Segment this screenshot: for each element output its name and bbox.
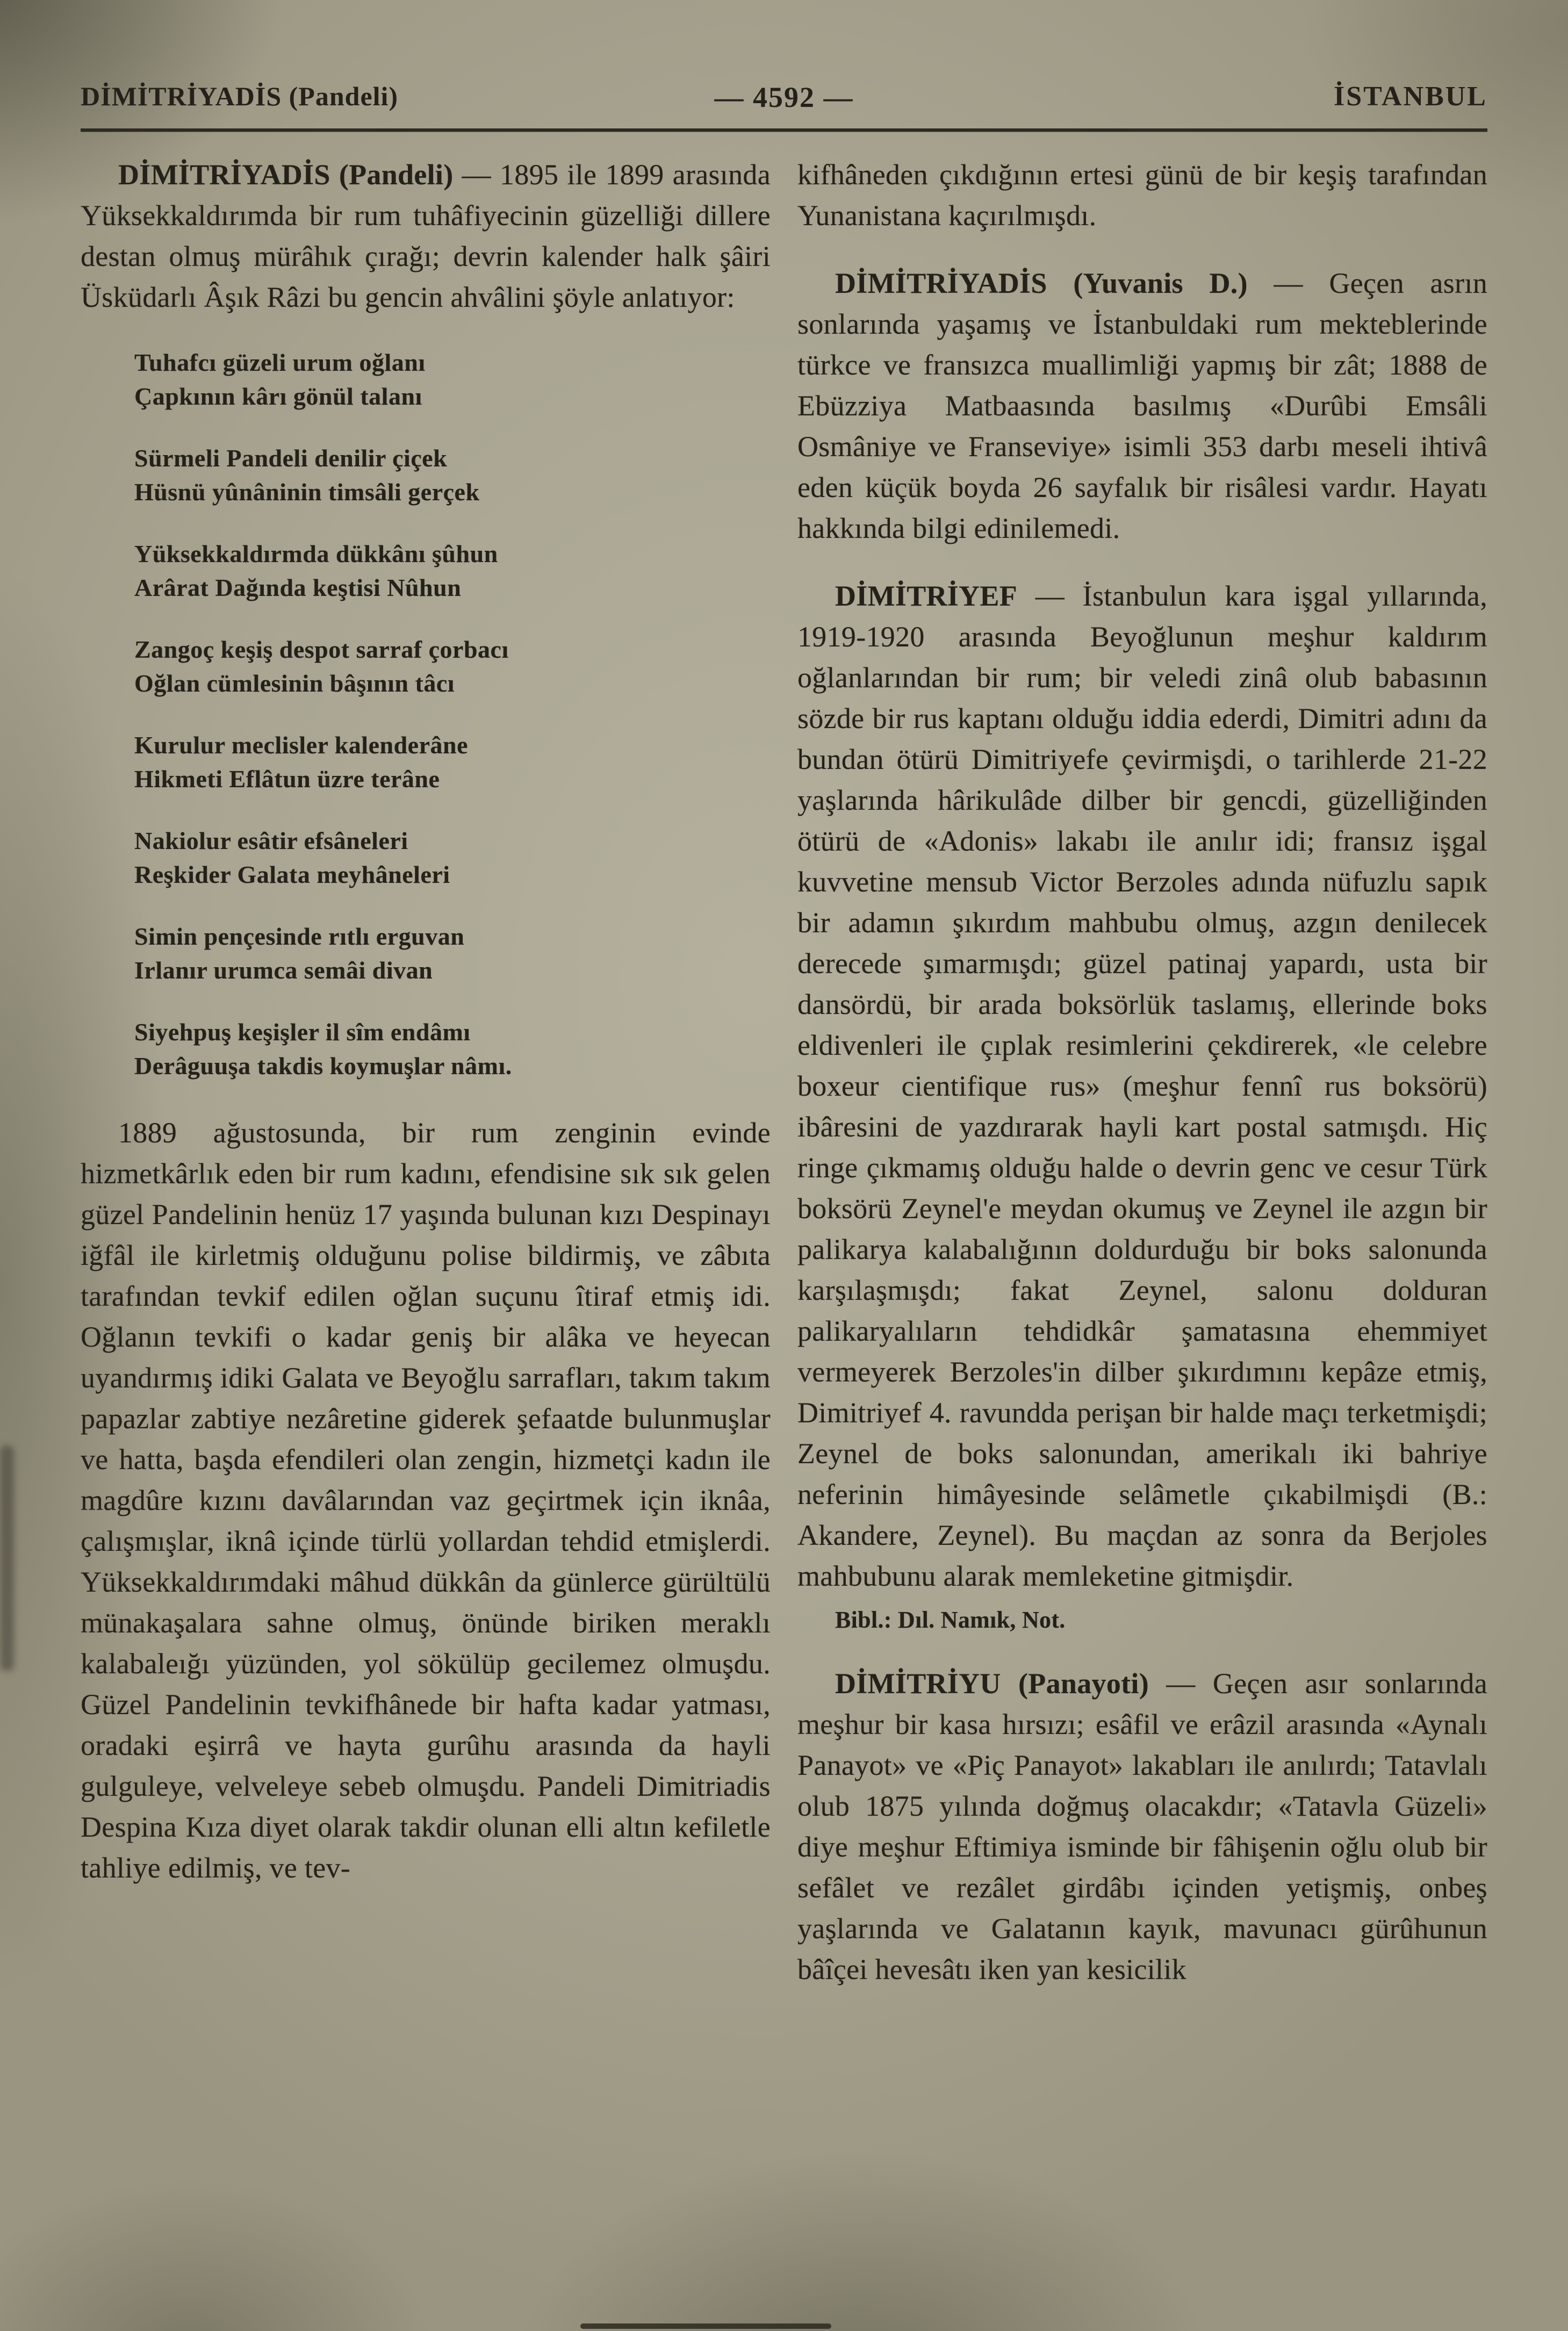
poem-couplet xyxy=(134,441,771,509)
entry-title: DİMİTRİYADİS (Yuvanis D.) xyxy=(835,267,1248,299)
entry-title: DİMİTRİYU (Panayoti) xyxy=(835,1667,1149,1700)
article-dimitriyadis-yuvanis xyxy=(797,263,1487,549)
scan-smudge xyxy=(0,1445,14,1671)
poem-line: Kurulur meclisler kalenderâne xyxy=(134,731,468,759)
page-number: — 4592 — xyxy=(714,81,854,113)
poem-couplet xyxy=(134,346,771,413)
poem-line: Hikmeti Eflâtun üzre terâne xyxy=(134,765,440,793)
poem-couplet xyxy=(134,537,771,605)
poem-line: Sürmeli Pandeli denilir çiçek xyxy=(134,444,448,472)
poem-line: Tuhafcı güzeli urum oğlanı xyxy=(134,349,426,376)
poem-line: Arârat Dağında keştisi Nûhun xyxy=(134,574,462,601)
running-head xyxy=(81,81,1487,112)
entry-title: DİMİTRİYADİS (Pandeli) xyxy=(118,159,454,191)
entry-text: — İstanbulun kara işgal yıllarında, 1919-1920 arasında Beyoğlunun meşhur kaldırım oğlanlarından bir rum; bir veledi zinâ olub babasının sözde bir rus kaptanı olduğu iddia ederdi, Dimitri adını da bundan ötürü Dimitriyefe çevirmişdi, o tarihlerde 21-22 yaşlarında hârikulâde dilber bir gencdi, güzelliğinden ötürü de «Adonis» lakabı ile anılır idi; fransız işgal kuvvetine mensub Victor Berzoles adında nüfuzlu sapık bir adamın şıkırdım mahbubu olmuş, azgın denilecek derecede şımarmışdı; güzel patinaj yapardı, usta bir dansördü, bir arada boksörlük taslamış, ellerinde boks eldivenleri ile çıplak resimlerini çekdirerek, «le celebre boxeur cientifique rus» (meşhur fennî rus boksörü) ibâresini de yazdırarak hayli kart postal satmışdı. Hiç ringe çıkmamış olduğu halde o devrin genc ve cesur Türk boksörü Zeynel'e meydan okumuş ve Zeynel ile azgın bir palikarya kalabalığının doldurduğu bir boks salonunda karşılaşmışdı; fakat Zeynel, salonu dolduran palikaryalıların tehdidkâr şamatasına ehemmiyet vermeyerek Berzoles'in dilber şıkırdımını kepâze etmiş, Dimitriyef 4. ravundda perişan bir halde maçı terketmişdi; Zeynel de boks salonundan, amerikalı iki bahriye neferinin himâyesinde selâmetle çıkabilmişdi (B.: Akandere, Zeynel). Bu maçdan az sonra da Berjoles mahbubunu alarak memleketine gitmişdir. xyxy=(797,580,1487,1592)
poem-couplet xyxy=(134,632,771,700)
entry-text: — Geçen asır sonlarında meşhur bir kasa hırsızı; esâfil ve erâzil arasında «Aynalı Panayot» ve «Piç Panayot» lakabları ile anılırdı; Tatavlalı olub 1875 yılında doğmuş olacakdır; «Tatavla Güzeli» diye meşhur Eftimiya isminde bir fâhişenin oğlu olub bir sefâlet ve rezâlet girdâbı içinden yetişmiş, onbeş yaşlarında ve Galatanın kayık, mavunacı gürûhunun bâîçei hevesâtı iken yan kesicilik xyxy=(797,1667,1487,1985)
header-rule xyxy=(81,128,1487,132)
entry-text: — Geçen asrın sonlarında yaşamış ve İstanbuldaki rum mekteblerinde türkce ve fransızca muallimliği yapmış bir zât; 1888 de Ebüzziya Matbaasında basılmış «Durûbi Emsâli Osmâniye ve Franseviye» isimli 353 darbı meseli ihtivâ eden küçük boyda 26 sayfalık bir risâlesi vardır. Hayatı hakkında bilgi edinilemedi. xyxy=(797,267,1487,544)
poem xyxy=(134,346,771,1083)
poem-line: Siyehpuş keşişler il sîm endâmı xyxy=(134,1018,471,1046)
running-head-entry: DİMİTRİYADİS (Pandeli) xyxy=(81,81,399,111)
poem-couplet xyxy=(134,919,771,987)
poem-line: Oğlan cümlesinin bâşının tâcı xyxy=(134,670,455,697)
text-columns xyxy=(81,154,1487,1990)
poem-line: Nakiolur esâtir efsâneleri xyxy=(134,827,408,854)
poem-line: Zangoç keşiş despot sarraf çorbacı xyxy=(134,636,509,663)
continuation-paragraph: kifhâneden çıkdığının ertesi günü de bir keşiş tarafından Yunanistana kaçırılmışdı. xyxy=(797,159,1487,232)
poem-couplet xyxy=(134,824,771,891)
entry-text: — 1895 ile 1899 arasında Yüksekkaldırımda bir rum tuhâfiyecinin güzelliği dillere destan olmuş mürâhık çırağı; devrin kalender halk şâiri Üsküdarlı Âşık Râzi bu gencin ahvâlini şöyle anlatıyor: xyxy=(81,159,771,313)
article-dimitriyu xyxy=(797,1663,1487,1990)
entry-title: DİMİTRİYEF xyxy=(835,580,1018,612)
right-column xyxy=(797,154,1487,1990)
poem-line: Hüsnü yûnâninin timsâli gerçek xyxy=(134,478,480,506)
poem-couplet xyxy=(134,728,771,796)
running-head-volume: İSTANBUL xyxy=(1333,81,1487,112)
poem-couplet xyxy=(134,1015,771,1083)
poem-line: Derâguuşa takdis koymuşlar nâmı. xyxy=(134,1052,512,1080)
poem-line: Reşkider Galata meyhâneleri xyxy=(134,861,450,888)
article-dimitriyef xyxy=(797,575,1487,1596)
scan-edge-mark xyxy=(580,2323,831,2329)
left-column xyxy=(81,154,771,1990)
article-dimitriyadis-pandeli xyxy=(81,154,771,318)
poem-line: Yüksekkaldırmda dükkânı şûhun xyxy=(134,540,498,567)
poem-line: Çapkının kârı gönül talanı xyxy=(134,383,422,410)
bibliography-line: Bibl.: Dıl. Namık, Not. xyxy=(835,1607,1066,1633)
article-pandeli-prose: 1889 ağustosunda, bir rum zenginin evinde hizmetkârlık eden bir rum kadını, efendisine sık sık gelen güzel Pandelinin henüz 17 yaşında bulunan kızı Despinayı iğfâl ile kirletmiş olduğunu polise bildirmiş, ve zâbıta tarafından tevkif edilen oğlan suçunu îtiraf etmiş idi. Oğlanın tevkifi o kadar geniş bir alâka ve heyecan uyandırmış idiki Galata ve Beyoğlu sarrafları, takım takım papazlar zabtiye nezâretine giderek şefaatde bulunmuşlar ve hatta, başda efendileri olan zengin, hizmetçi kadın ile magdûre kızını davâlarından vaz geçirtmek için iknâa, çalışmışlar, iknâ içinde türlü yollardan tehdid etmişlerdi. Yüksekkaldırımdaki mâhud dükkân da günlerce gürültülü münakaşalara sahne olmuş, önünde biriken meraklı kalabaleığı yüzünden, yol sökülüp gecilemez olmuşdu. Güzel Pandelinin tevkifhânede bir hafta kadar yatması, oradaki eşirrâ ve hayta gurûhu arasında da hayli gulguleye, velveleye sebeb olmuşdu. Pandeli Dimitriadis Despina Kıza diyet olarak takdir olunan elli altın kefiletle tahliye edilmiş, ve tev- xyxy=(81,1117,771,1884)
poem-line: Simin pençesinde rıtlı erguvan xyxy=(134,923,465,950)
poem-line: Irlanır urumca semâi divan xyxy=(134,956,433,984)
